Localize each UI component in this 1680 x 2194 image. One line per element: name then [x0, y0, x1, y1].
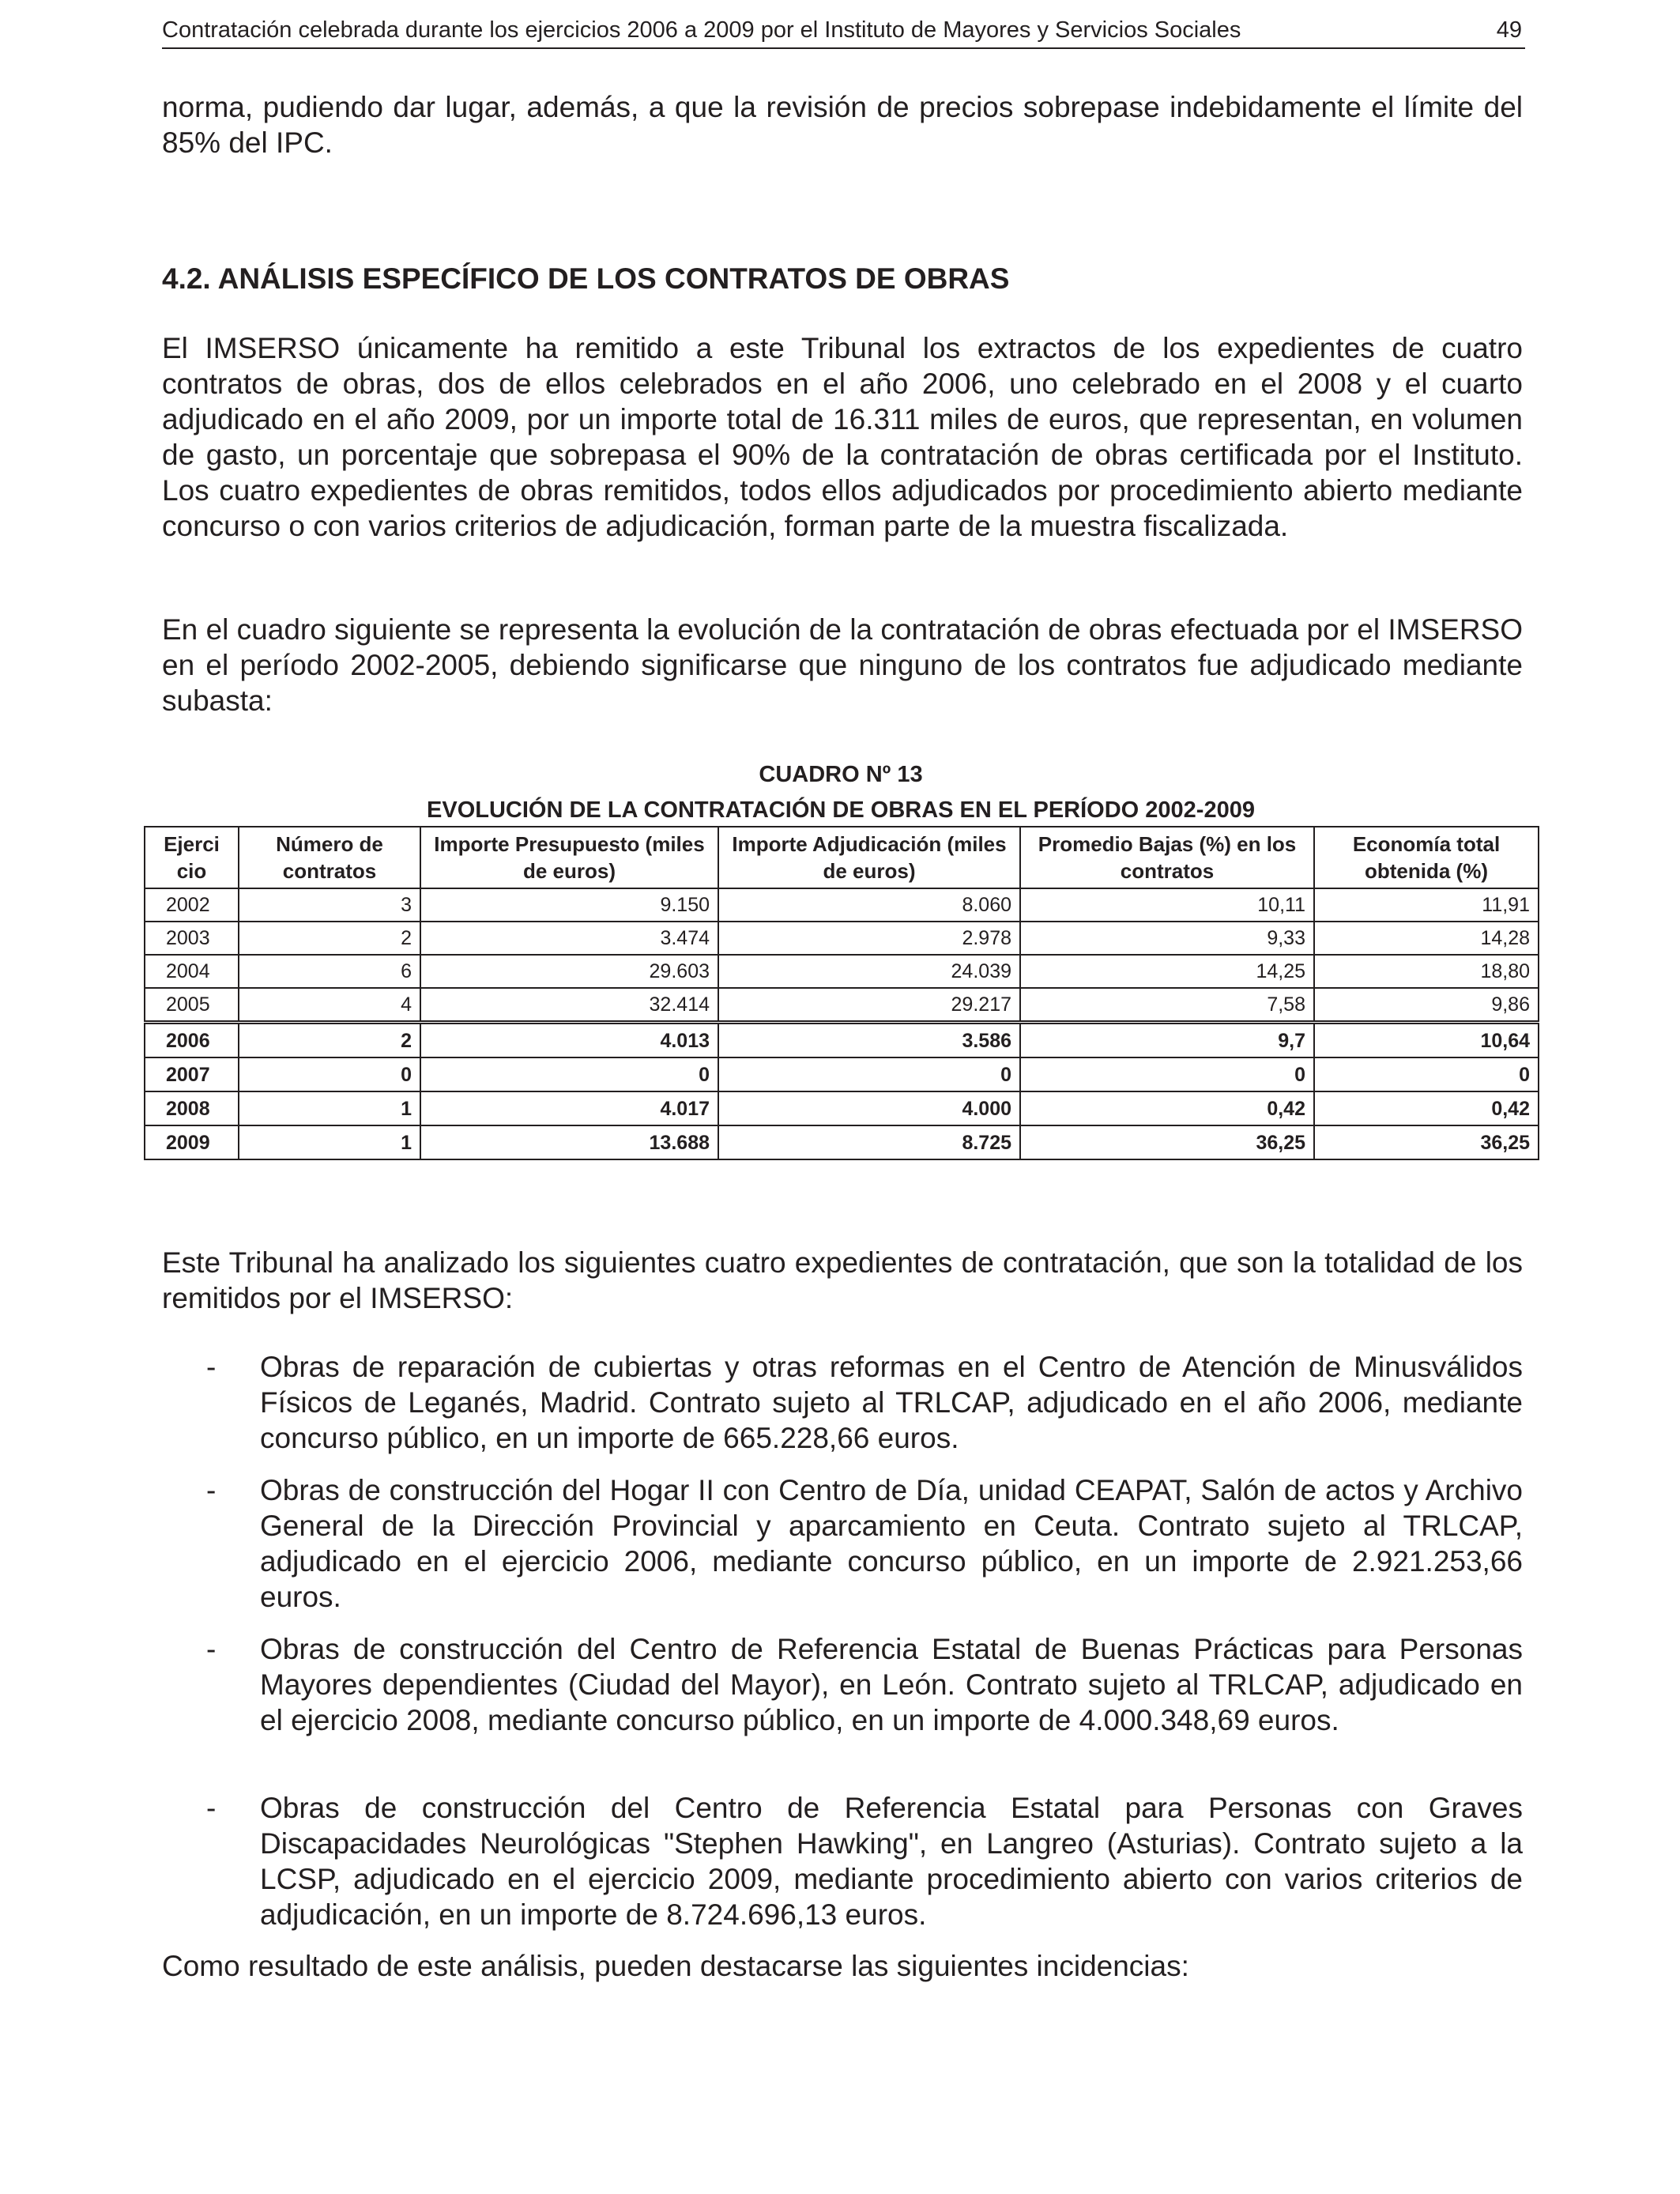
- table-cell: 2002: [145, 888, 239, 922]
- table-cell: 32.414: [420, 988, 718, 1023]
- column-header: Importe Adjudicación (miles de euros): [718, 827, 1020, 888]
- column-header: Ejerci cio: [145, 827, 239, 888]
- table-cell: 2007: [145, 1057, 239, 1091]
- table-cell: 14,25: [1020, 955, 1314, 988]
- table-cell: 2009: [145, 1125, 239, 1159]
- column-header: Promedio Bajas (%) en los contratos: [1020, 827, 1314, 888]
- table-row: [145, 955, 1539, 988]
- table-row: [145, 1023, 1539, 1058]
- header-title: Contratación celebrada durante los ejercicios 2006 a 2009 por el Instituto de Mayores y Servicios Sociales: [162, 17, 1241, 43]
- bullet-marker: -: [206, 1351, 217, 1383]
- table-cell: 0: [1020, 1057, 1314, 1091]
- paragraph-analyzed-files: Este Tribunal ha analizado los siguientes cuatro expedientes de contratación, que son la totalidad de los remitidos por el IMSERSO:: [162, 1246, 1523, 1314]
- table-cell: 3: [239, 888, 420, 922]
- table-cell: 0: [718, 1057, 1020, 1091]
- table-cell: 2006: [145, 1023, 239, 1058]
- list-item-text: Obras de construcción del Hogar II con Centro de Día, unidad CEAPAT, Salón de actos y Archivo General de la Dirección Provincial y aparcamiento en Ceuta. Contrato sujeto al TRLCAP, adjudicado en el ejercicio 2006, mediante concurso público, en un importe de 2.921.253,66 euros.: [260, 1474, 1523, 1613]
- table-cell: 1: [239, 1091, 420, 1125]
- table-cell: 4: [239, 988, 420, 1023]
- table-cell: 3.474: [420, 922, 718, 955]
- table-cell: 2008: [145, 1091, 239, 1125]
- table-cell: 2: [239, 922, 420, 955]
- table-row: [145, 1125, 1539, 1159]
- table-cell: 2.978: [718, 922, 1020, 955]
- table-row: [145, 1057, 1539, 1091]
- table-cell: 0: [239, 1057, 420, 1091]
- table-cell: 0: [1314, 1057, 1539, 1091]
- table-cell: 29.217: [718, 988, 1020, 1023]
- table-cell: 2003: [145, 922, 239, 955]
- table-cell: 0,42: [1020, 1091, 1314, 1125]
- column-header: Economía total obtenida (%): [1314, 827, 1539, 888]
- table-cell: 13.688: [420, 1125, 718, 1159]
- table-cell: 2: [239, 1023, 420, 1058]
- table-cell: 0,42: [1314, 1091, 1539, 1125]
- table-cell: 4.000: [718, 1091, 1020, 1125]
- bullet-marker: -: [206, 1792, 217, 1824]
- table-cell: 9,33: [1020, 922, 1314, 955]
- table-cell: 2005: [145, 988, 239, 1023]
- table-cell: 18,80: [1314, 955, 1539, 988]
- list-item-text: Obras de reparación de cubiertas y otras reformas en el Centro de Atención de Minusválidos Físicos de Leganés, Madrid. Contrato sujeto al TRLCAP, adjudicado en el año 2006, mediante concurso público, en un importe de 665.228,66 euros.: [260, 1351, 1523, 1454]
- intro-paragraph: norma, pudiendo dar lugar, además, a que la revisión de precios sobrepase indebidamente el límite del 85% del IPC.: [162, 91, 1523, 159]
- table-number: CUADRO Nº 13: [759, 762, 923, 787]
- table-cell: 4.013: [420, 1023, 718, 1058]
- paragraph-table-intro: En el cuadro siguiente se representa la evolución de la contratación de obras efectuada por el IMSERSO en el período 2002-2005, debiendo significarse que ninguno de los contratos fue adjudicado mediante subasta:: [162, 613, 1523, 717]
- column-header: Número de contratos: [239, 827, 420, 888]
- column-header: Importe Presupuesto (miles de euros): [420, 827, 718, 888]
- table-cell: 9,7: [1020, 1023, 1314, 1058]
- table-cell: 1: [239, 1125, 420, 1159]
- page-number: 49: [1496, 17, 1522, 43]
- table-cell: 36,25: [1314, 1125, 1539, 1159]
- table-row: [145, 988, 1539, 1023]
- table-cell: 11,91: [1314, 888, 1539, 922]
- table-row: [145, 1091, 1539, 1125]
- table-row: [145, 888, 1539, 922]
- table-cell: 7,58: [1020, 988, 1314, 1023]
- list-item-text: Obras de construcción del Centro de Referencia Estatal de Buenas Prácticas para Personas Mayores dependientes (Ciudad del Mayor), en León. Contrato sujeto al TRLCAP, adjudicado en el ejercicio 2008, mediante concurso público, en un importe de 4.000.348,69 euros.: [260, 1633, 1523, 1736]
- table-cell: 8.060: [718, 888, 1020, 922]
- table-row: [145, 922, 1539, 955]
- running-header: [162, 11, 1525, 49]
- table-cell: 3.586: [718, 1023, 1020, 1058]
- table-cell: 8.725: [718, 1125, 1020, 1159]
- table-title: EVOLUCIÓN DE LA CONTRATACIÓN DE OBRAS EN EL PERÍODO 2002-2009: [427, 797, 1255, 823]
- table-cell: 10,64: [1314, 1023, 1539, 1058]
- list-item-text: Obras de construcción del Centro de Referencia Estatal para Personas con Graves Discapacidades Neurológicas "Stephen Hawking", en Langreo (Asturias). Contrato sujeto a la LCSP, adjudicado en el ejercicio 2009, mediante procedimiento abierto con varios criterios de adjudicación, en un importe de 8.724.696,13 euros.: [260, 1792, 1523, 1931]
- bullet-marker: -: [206, 1633, 217, 1665]
- table-cell: 29.603: [420, 955, 718, 988]
- table-cell: 0: [420, 1057, 718, 1091]
- bullet-marker: -: [206, 1474, 217, 1506]
- table-cell: 36,25: [1020, 1125, 1314, 1159]
- table-cell: 14,28: [1314, 922, 1539, 955]
- contracts-table: [144, 826, 1539, 1160]
- table-cell: 4.017: [420, 1091, 718, 1125]
- table-cell: 10,11: [1020, 888, 1314, 922]
- table-cell: 9,86: [1314, 988, 1539, 1023]
- paragraph-imserso-remitted: El IMSERSO únicamente ha remitido a este Tribunal los extractos de los expedientes de cuatro contratos de obras, dos de ellos celebrados en el año 2006, uno celebrado en el 2008 y el cuarto adjudicado en el año 2009, por un importe total de 16.311 miles de euros, que representan, en volumen de gasto, un porcentaje que sobrepasa el 90% de la contratación de obras certificada por el Instituto. Los cuatro expedientes de obras remitidos, todos ellos adjudicados por procedimiento abierto mediante concurso o con varios criterios de adjudicación, forman parte de la muestra fiscalizada.: [162, 332, 1523, 542]
- table-header-row: [145, 827, 1539, 888]
- table-cell: 24.039: [718, 955, 1020, 988]
- table-cell: 2004: [145, 955, 239, 988]
- paragraph-results: Como resultado de este análisis, pueden destacarse las siguientes incidencias:: [162, 1950, 1189, 1982]
- section-heading: 4.2. ANÁLISIS ESPECÍFICO DE LOS CONTRATOS DE OBRAS: [162, 262, 1010, 295]
- table-cell: 6: [239, 955, 420, 988]
- table-cell: 9.150: [420, 888, 718, 922]
